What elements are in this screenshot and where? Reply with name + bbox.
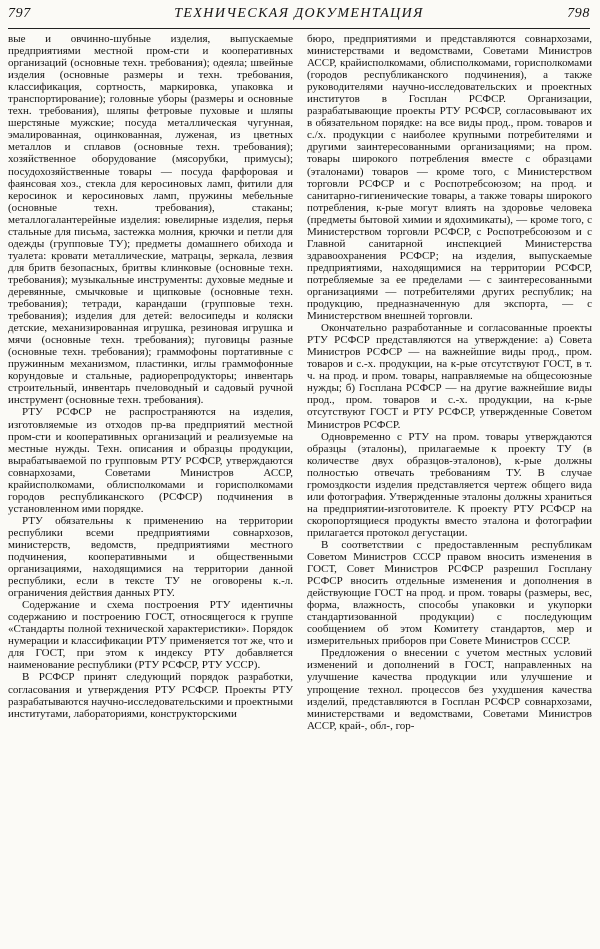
running-title: ТЕХНИЧЕСКАЯ ДОКУМЕНТАЦИЯ [174, 6, 424, 21]
paragraph: вые и овчинно-шубные изделия, выпускаемые предприятиями местной пром-сти и кооперативных организаций (основные техн. требования); одеяла; швейные изделия (основные размеры и техн. требования, классификация, сортность, маркировка, упаковка и транспортирование); головные уборы (размеры и основные техн. требования), шляпы фетровые пуховые и шляпы шерстяные мужские; посуда металлическая чугунная, эмалированная, оцинкованная, луженая, из цветных металлов и сплавов (основные техн. требования); хозяйственное оборудование (мясорубки, примусы); посудохозяйственные товары — посуда фарфоровая и фаянсовая хоз., стекла для керосиновых ламп, фитили для керосинок и керосиновых ламп, пружины мебельные (основные техн. требования), стаканы; металлогалантерейные изделия: ювелирные изделия, перья стальные для письма, застежка молния, крючки и петли для одежды (групповые ТУ); предметы домашнего обихода и туалета: кровати металлические, матрацы, зеркала, лезвия для бритв безопасных, бритвы клинковые (основные техн. требования); музыкальные инструменты: духовые медные и деревянные, смычковые и щипковые (основные техн. требования); тетради, карандаши (групповые техн. требования); изделия для детей: велосипеды и коляски детские, механизированная игрушка, резиновая игрушка и мячи (основные техн. требования); пуговицы разные (основные техн. требования); граммофоны портативные с пружинным механизмом, пластинки, иглы граммофонные корундовые и стальные, радиорепродукторы; инвентарь строительный, инвентарь пчеловодный и садовый ручной инструмент (основные техн. требования). [8, 33, 293, 407]
left-column [8, 33, 293, 720]
paragraph: В РСФСР принят следующий порядок разработки, согласования и утверждения РТУ РСФСР. Проекты РТУ разрабатываются научно-исследовательскими и проектными институтами, лабораториями, конструкторскими [8, 671, 293, 720]
paragraph: Одновременно с РТУ на пром. товары утверждаются образцы (эталоны), прилагаемые к проекту ТУ (в количестве двух образцов-эталонов), к-рые должны полностью отвечать требованиям ТУ. В случае громоздкости изделия представляется чертеж общего вида или фотография. Утвержденные эталоны должны храниться на предприятии-изготовителе. К проекту РТУ РСФСР на скоропортящиеся продукты вместо эталона и фотографии прилагается протокол дегустации. [307, 430, 592, 539]
header-rule [8, 28, 590, 29]
page-number-right: 798 [567, 6, 590, 21]
paragraph: бюро, предприятиями и представляются совнархозами, министерствами и ведомствами, Советами Министров АССР, крайисполкомами, облисполкомами, горисполкомами (городов республиканского подчинения), а также руководителями научно-исследовательских и проектных институтов в Госплан РСФСР. Организации, разрабатывающие проекты РТУ РСФСР, согласовывают их в обязательном порядке: на все виды прод., пром. товаров и с./х. продукции с наиболее крупными потребителями и другими заинтересованными организациями; на пром. товары широкого потребления вместе с образцами (эталонами) товаров — кроме того, с Министерством торговли РСФСР и с Роспотребсоюзом; на прод. и санитарно-гигиенические товары, а также товары широкого потребления, к-рые могут влиять на здоровье человека (предметы бытовой химии и ядохимикаты), — кроме того, с Министерством торговли РСФСР, с Роспотребсоюзом и с Главной санитарной инспекцией Министерства здравоохранения РСФСР; на изделия, выпускаемые предприятиями, находящимися на территории РСФСР, потребляемые за ее пределами — с заинтересованными организациями — потребителями других республик; на продукцию, предназначенную для экспорта, — с Министерством внешней торговли. [307, 33, 592, 323]
paragraph: РТУ РСФСР не распространяются на изделия, изготовляемые из отходов пр-ва предприятий местной пром-сти и кооперативных организаций и реализуемые на местные нужды. Техн. описания и образцы продукции, вырабатываемой по групповым РТУ РСФСР, утверждаются совнархозами, Советами Министров АССР, крайисполкомами, облисполкомами и горисполкомами городов республиканского (РСФСР) подчинения в установленном ими порядке. [8, 406, 293, 515]
right-column [307, 33, 592, 732]
paragraph: РТУ обязательны к применению на территории республики всеми предприятиями совнархозов, министерств, ведомств, предприятиями местного подчинения, кооперативными и общественными организациями, находящимися на территории данной республики, если в тексте ТУ не оговорены к.-л. ограничения действия данных РТУ. [8, 514, 293, 600]
page-number-left: 797 [8, 6, 31, 21]
paragraph: Предложения о внесении с учетом местных условий изменений и дополнений в ГОСТ, направленных на улучшение качества продукции или улучшение и упрощение технол. процессов без ухудшения качества изделий, представляются в Госплан РСФСР совнархозами, министерствами и ведомствами, Советами Министров АССР, край-, обл-, гор- [307, 647, 592, 732]
page-header [8, 6, 590, 28]
paragraph: Содержание и схема построения РТУ идентичны содержанию и построению ГОСТ, относящегося к группе «Стандарты полной технической характеристики». Порядок нумерации и классификации РТУ применяется тот же, что и для ГОСТ, при этом к индексу РТУ добавляется наименование республики (РТУ РСФСР, РТУ УССР). [8, 599, 293, 672]
paragraph: Окончательно разработанные и согласованные проекты РТУ РСФСР представляются на утверждение: а) Совета Министров РСФСР — на важнейшие виды прод., пром. товаров и с.-х. продукции, на к-рые отсутствуют ГОСТ, в т. ч. на прод. и пром. товары, направляемые на общесоюзные нужды; б) Госплана РСФСР — на другие важнейшие виды прод., пром. товаров и с.-х. продукции, на к-рые отсутствуют ГОСТ и РТУ РСФСР, утвержденные Советом Министров РСФСР. [307, 322, 592, 431]
paragraph: В соответствии с предоставленным республикам Советом Министров СССР правом вносить изменения в ГОСТ, Совет Министров РСФСР разрешил Госплану РСФСР вносить отдельные изменения и дополнения в действующие ГОСТ на прод. и пром. товары (размеры, вес, форма, влажность, способы упаковки и укупорки стандартизованной продукции) с последующим сообщением об этом Комитету стандартов, мер и измерительных приборов при Совете Министров СССР. [307, 538, 592, 648]
